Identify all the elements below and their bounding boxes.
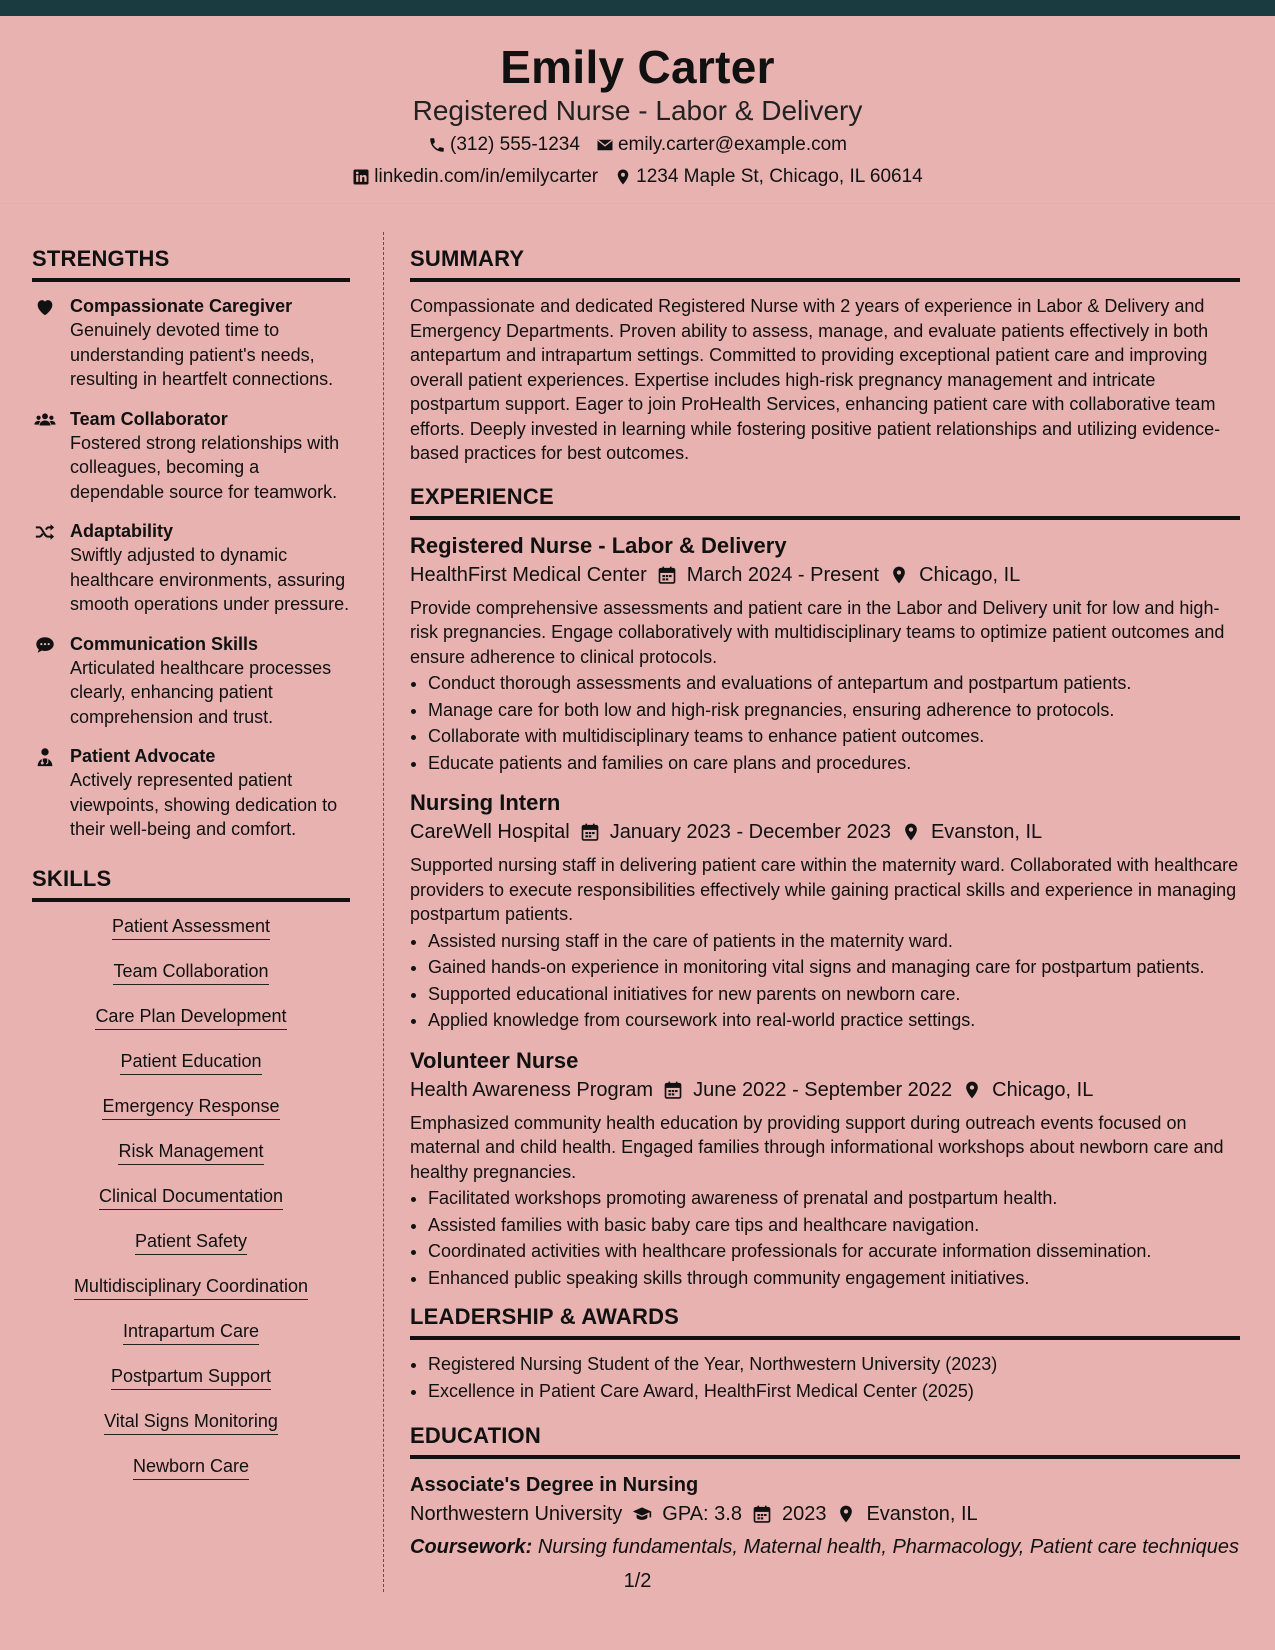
awards-list xyxy=(410,1352,1240,1403)
skill-item: Patient Assessment xyxy=(112,914,270,940)
experience-heading: EXPERIENCE xyxy=(410,484,1240,520)
graduation-year: 2023 xyxy=(781,1503,827,1525)
gpa: GPA: 3.8 xyxy=(662,1503,742,1525)
skill-item: Team Collaboration xyxy=(113,959,268,985)
job-meta xyxy=(410,817,1240,847)
job-organization: HealthFirst Medical Center xyxy=(410,563,647,586)
job-entry xyxy=(410,789,1240,1033)
email-contact[interactable] xyxy=(596,134,847,157)
candidate-title: Registered Nurse - Labor & Delivery xyxy=(412,95,863,126)
strength-description: Articulated healthcare processes clearly, enhancing patient comprehension and trust. xyxy=(70,657,332,727)
job-title: Registered Nurse - Labor & Delivery xyxy=(410,532,787,558)
strength-description: Actively represented patient viewpoints, showing dedication to their well-being and comfort. xyxy=(70,770,338,839)
job-bullet: • Educate patients and families on care plans and procedures. xyxy=(428,751,1240,776)
address-contact xyxy=(614,166,923,189)
skill-item: Emergency Response xyxy=(102,1094,279,1120)
job-title: Nursing Intern xyxy=(410,790,561,815)
graduation-cap-icon xyxy=(632,1504,652,1524)
skills-heading: SKILLS xyxy=(32,866,350,902)
strengths-heading: STRENGTHS xyxy=(32,246,350,282)
page-number: 1/2 xyxy=(623,1570,652,1592)
contact-line-1 xyxy=(0,134,1275,157)
skills-section xyxy=(32,866,350,1499)
top-bar xyxy=(0,0,1275,16)
job-bullet: • Enhanced public speaking skills through community engagement initiatives. xyxy=(428,1266,1240,1291)
candidate-name: Emily Carter xyxy=(500,41,775,93)
skill-item: Risk Management xyxy=(118,1139,263,1165)
map-pin-icon xyxy=(836,1504,856,1524)
job-meta xyxy=(410,560,1240,590)
skill-item: Intrapartum Care xyxy=(123,1319,259,1345)
job-bullet: • Facilitated workshops promoting awareness of prenatal and postpartum health. xyxy=(428,1186,1240,1211)
header-separator xyxy=(0,203,1275,204)
skill-item: Patient Education xyxy=(120,1049,261,1075)
calendar-icon xyxy=(657,565,677,585)
strength-description: Swiftly adjusted to dynamic healthcare environments, assuring smooth operations under pressure. xyxy=(70,545,350,614)
job-organization: CareWell Hospital xyxy=(410,821,570,843)
address-text: 1234 Maple St, Chicago, IL 60614 xyxy=(636,166,923,187)
education-heading: EDUCATION xyxy=(410,1423,1240,1459)
strength-item xyxy=(32,407,350,505)
coursework-label: Coursework: xyxy=(410,1536,533,1558)
school-location: Evanston, IL xyxy=(866,1503,978,1525)
job-bullet: • Assisted nursing staff in the care of patients in the maternity ward. xyxy=(428,929,1240,954)
linkedin-text: linkedin.com/in/emilycarter xyxy=(374,166,599,187)
skill-item: Vital Signs Monitoring xyxy=(104,1409,278,1435)
strength-description: Genuinely devoted time to understanding patient's needs, resulting in heartfelt connections. xyxy=(70,320,334,389)
skill-item: Care Plan Development xyxy=(95,1004,286,1030)
job-dates: June 2022 - September 2022 xyxy=(693,1078,953,1101)
job-entry xyxy=(410,1047,1240,1291)
job-entry xyxy=(410,532,1240,776)
strength-description: Fostered strong relationships with colleagues, becoming a dependable source for teamwork. xyxy=(70,432,340,502)
strength-title: Team Collaborator xyxy=(70,408,228,429)
job-location: Chicago, IL xyxy=(992,1078,1094,1101)
job-title: Volunteer Nurse xyxy=(410,1047,579,1073)
contact-line-2 xyxy=(0,166,1275,189)
map-pin-icon xyxy=(614,168,632,186)
skill-item: Patient Safety xyxy=(135,1229,247,1255)
skill-item: Newborn Care xyxy=(133,1454,249,1480)
linkedin-contact[interactable] xyxy=(352,166,598,189)
map-pin-icon xyxy=(962,1080,982,1100)
email-text: emily.carter@example.com xyxy=(617,134,847,155)
job-organization: Health Awareness Program xyxy=(410,1078,654,1101)
phone-icon xyxy=(428,136,446,154)
doctor-icon xyxy=(34,746,56,768)
job-bullet: • Supported educational initiatives for new parents on newborn care. xyxy=(428,982,1240,1007)
job-bullet: • Collaborate with multidisciplinary teams to enhance patient outcomes. xyxy=(428,724,1240,749)
map-pin-icon xyxy=(901,822,921,842)
job-bullet: • Coordinated activities with healthcare professionals for accurate information dissemination. xyxy=(428,1239,1240,1264)
job-bullet: • Gained hands-on experience in monitoring vital signs and managing care for postpartum patients. xyxy=(428,955,1240,980)
strength-item xyxy=(32,744,350,842)
summary-heading: SUMMARY xyxy=(410,246,1240,282)
strength-item xyxy=(32,519,350,617)
chat-icon xyxy=(34,634,56,656)
strength-title: Compassionate Caregiver xyxy=(70,296,293,316)
skill-item: Postpartum Support xyxy=(111,1364,271,1390)
strength-title: Patient Advocate xyxy=(70,746,216,766)
job-description: Provide comprehensive assessments and patient care in the Labor and Delivery unit for low and high-risk pregnancies. Engage collaboratively with multidisciplinary teams to optimize patient outcomes and ensure adherence to clinical protocols. xyxy=(410,597,1225,667)
strength-title: Communication Skills xyxy=(70,633,259,654)
resume-header xyxy=(0,16,1275,204)
job-dates: March 2024 - Present xyxy=(686,563,880,586)
award-item: • Registered Nursing Student of the Year, Northwestern University (2023) xyxy=(428,1352,1240,1377)
job-bullets xyxy=(410,671,1240,775)
strength-item xyxy=(32,632,350,730)
shuffle-icon xyxy=(34,521,56,543)
calendar-icon xyxy=(663,1080,683,1100)
skill-list xyxy=(32,914,350,1499)
job-location: Evanston, IL xyxy=(930,821,1043,843)
users-icon xyxy=(34,409,56,431)
linkedin-icon xyxy=(352,168,370,186)
strength-item xyxy=(32,294,350,392)
envelope-icon xyxy=(596,136,614,154)
coursework xyxy=(410,1535,1240,1559)
school-name: Northwestern University xyxy=(410,1503,623,1525)
job-description: Emphasized community health education by providing support during outreach events focused on maternal and child health. Engaged families through informational workshops about newborn care and healthy pregnancies. xyxy=(410,1112,1224,1182)
skill-item: Multidisciplinary Coordination xyxy=(74,1274,308,1300)
column-divider xyxy=(383,232,384,1592)
phone-contact xyxy=(428,134,580,157)
coursework-list: Nursing fundamentals, Maternal health, Pharmacology, Patient care techniques xyxy=(537,1536,1239,1558)
right-column xyxy=(410,246,1240,1559)
job-bullets xyxy=(410,1186,1240,1290)
degree-title: Associate's Degree in Nursing xyxy=(410,1474,699,1496)
job-bullet: • Applied knowledge from coursework into real-world practice settings. xyxy=(428,1008,1240,1033)
map-pin-icon xyxy=(889,565,909,585)
award-item: • Excellence in Patient Care Award, HealthFirst Medical Center (2025) xyxy=(428,1379,1240,1404)
phone-text: (312) 555-1234 xyxy=(450,134,580,155)
left-column xyxy=(32,246,350,1499)
calendar-icon xyxy=(752,1504,772,1524)
job-dates: January 2023 - December 2023 xyxy=(609,821,891,843)
job-bullet: • Assisted families with basic baby care tips and healthcare navigation. xyxy=(428,1213,1240,1238)
job-description: Supported nursing staff in delivering patient care within the maternity ward. Collaborated with healthcare providers to execute responsibilities effectively while gaining practical skills and experience in managing postpartum patients. xyxy=(410,855,1239,924)
calendar-icon xyxy=(580,822,600,842)
job-bullet: • Manage care for both low and high-risk pregnancies, ensuring adherence to protocols. xyxy=(428,698,1240,723)
awards-heading: LEADERSHIP & AWARDS xyxy=(410,1304,1240,1340)
job-bullet: • Conduct thorough assessments and evaluations of antepartum and postpartum patients. xyxy=(428,671,1240,696)
heart-icon xyxy=(34,296,56,318)
skill-item: Clinical Documentation xyxy=(99,1184,283,1210)
job-location: Chicago, IL xyxy=(919,563,1021,586)
strength-title: Adaptability xyxy=(70,521,174,541)
job-bullets xyxy=(410,929,1240,1033)
summary-text: Compassionate and dedicated Registered Nurse with 2 years of experience in Labor & Delivery and Emergency Departments. Proven ability to assess, manage, and evaluate patients effectively in both antepartum and intrapartum settings. Committed to providing exceptional patient care and improving overall patient experiences. Expertise includes high-risk pregnancy management and intricate postpartum support. Eager to join ProHealth Services, enhancing patient care with collaborative team efforts. Deeply invested in learning while fostering positive patient relationships and utilizing evidence-based practices for best outcomes. xyxy=(410,296,1221,463)
job-meta xyxy=(410,1075,1240,1105)
education-meta xyxy=(410,1499,1240,1529)
